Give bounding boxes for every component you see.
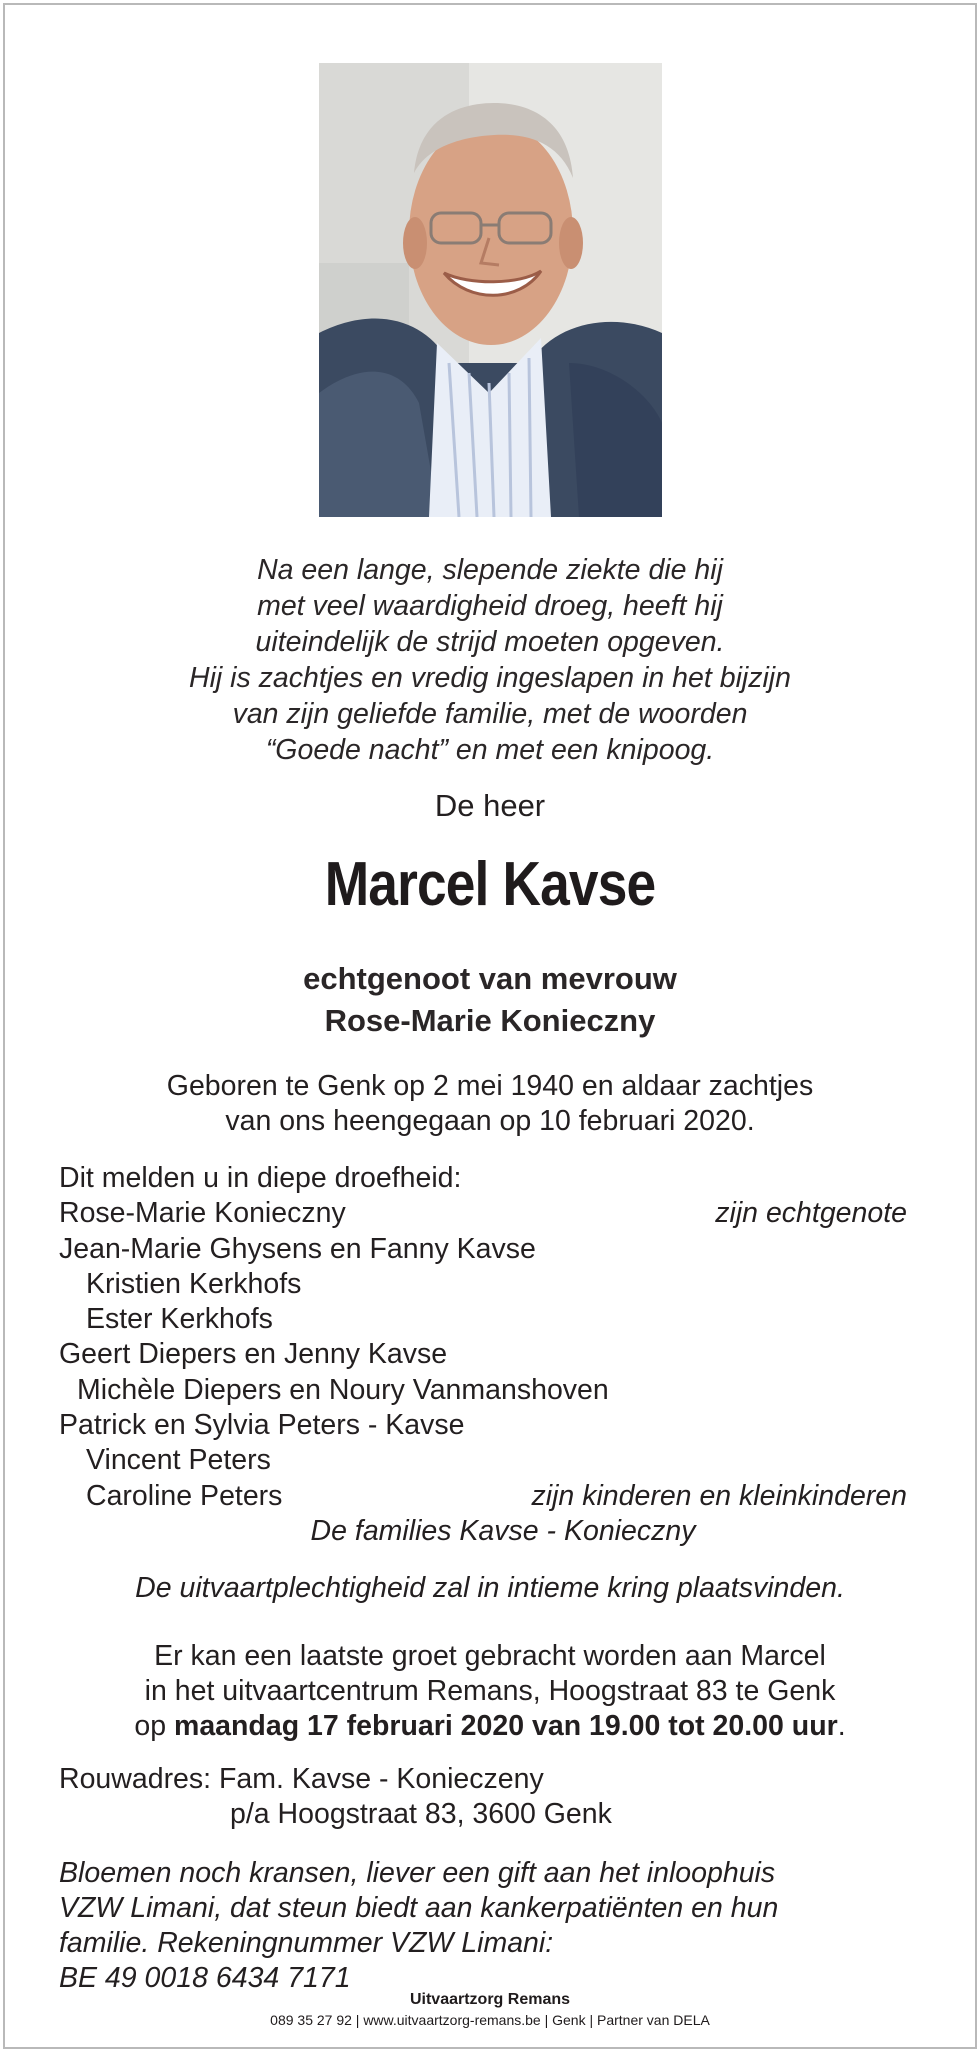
greeting-prefix: op [134, 1710, 174, 1742]
deceased-name: Marcel Kavse [324, 850, 656, 919]
birth-death-info [0, 1069, 980, 1139]
family-member: Caroline Peters [86, 1479, 283, 1512]
family-member: Rose-Marie Konieczny [59, 1197, 346, 1230]
family-role: zijn echtgenote [715, 1197, 907, 1230]
funeral-company: Uitvaartzorg Remans [409, 1991, 571, 2008]
memorial-poem [0, 552, 980, 768]
greeting-line: Er kan een laatste groet gebracht worden aan Marcel [154, 1640, 826, 1672]
born-line: Geboren te Genk op 2 mei 1940 en aldaar zachtjes [166, 1070, 814, 1102]
greeting-date: maandag 17 februari 2020 van 19.00 tot 20.00 uur [173, 1710, 838, 1742]
mourning-address [59, 1762, 612, 1832]
donation-line: familie. Rekeningnummer VZW Limani: [59, 1927, 554, 1959]
greeting-suffix: . [837, 1710, 846, 1742]
family-member: Ester Kerkhofs [86, 1303, 273, 1336]
announce-text: Dit melden u in diepe droefheid: [59, 1162, 462, 1194]
poem-line: Hij is zachtjes en vredig ingeslapen in het bijzijn [189, 662, 791, 694]
spouse-name: Rose-Marie Konieczny [324, 1003, 656, 1038]
ceremony-note: De uitvaartplechtigheid zal in intieme kring plaatsvinden. [135, 1572, 845, 1604]
portrait-photo [319, 63, 662, 517]
poem-line: uiteindelijk de strijd moeten opgeven. [255, 626, 725, 658]
donation-line: VZW Limani, dat steun biedt aan kankerpatiënten en hun [59, 1892, 779, 1924]
family-list [0, 1161, 980, 1549]
spouse-block [0, 958, 980, 1042]
honorific: De heer [434, 788, 546, 823]
family-member: Michèle Diepers en Noury Vanmanshoven [77, 1373, 609, 1406]
family-member: Vincent Peters [86, 1444, 271, 1477]
family-member: Jean-Marie Ghysens en Fanny Kavse [59, 1232, 536, 1265]
family-role: zijn kinderen en kleinkinderen [531, 1479, 907, 1512]
poem-line: met veel waardigheid droeg, heeft hij [257, 590, 723, 622]
donation-line: Bloemen noch kransen, liever een gift aan het inloophuis [59, 1857, 776, 1889]
spouse-line: echtgenoot van mevrouw [303, 961, 677, 996]
bank-account: BE 49 0018 6434 7171 [59, 1962, 351, 1994]
greeting-line: in het uitvaartcentrum Remans, Hoogstraat 83 te Genk [144, 1675, 836, 1707]
families-line: De families Kavse - Konieczny [310, 1514, 696, 1547]
poem-line: “Goede nacht” en met een knipoog. [265, 734, 715, 766]
poem-line: van zijn geliefde familie, met de woorden [232, 698, 748, 730]
portrait-image [319, 63, 662, 517]
greeting-line [0, 1709, 980, 1744]
address-line: p/a Hoogstraat 83, 3600 Genk [230, 1798, 612, 1830]
family-member: Geert Diepers en Jenny Kavse [59, 1338, 448, 1371]
born-line: van ons heengegaan op 10 februari 2020. [225, 1105, 755, 1137]
family-member: Kristien Kerkhofs [86, 1267, 302, 1300]
last-greeting [0, 1639, 980, 1744]
donation-note [59, 1856, 778, 1996]
funeral-contact: 089 35 27 92 | www.uitvaartzorg-remans.be | Genk | Partner van DELA [270, 2012, 710, 2028]
poem-line: Na een lange, slepende ziekte die hij [257, 554, 723, 586]
family-member: Patrick en Sylvia Peters - Kavse [59, 1409, 465, 1442]
address-line: Rouwadres: Fam. Kavse - Konieczeny [59, 1763, 544, 1795]
